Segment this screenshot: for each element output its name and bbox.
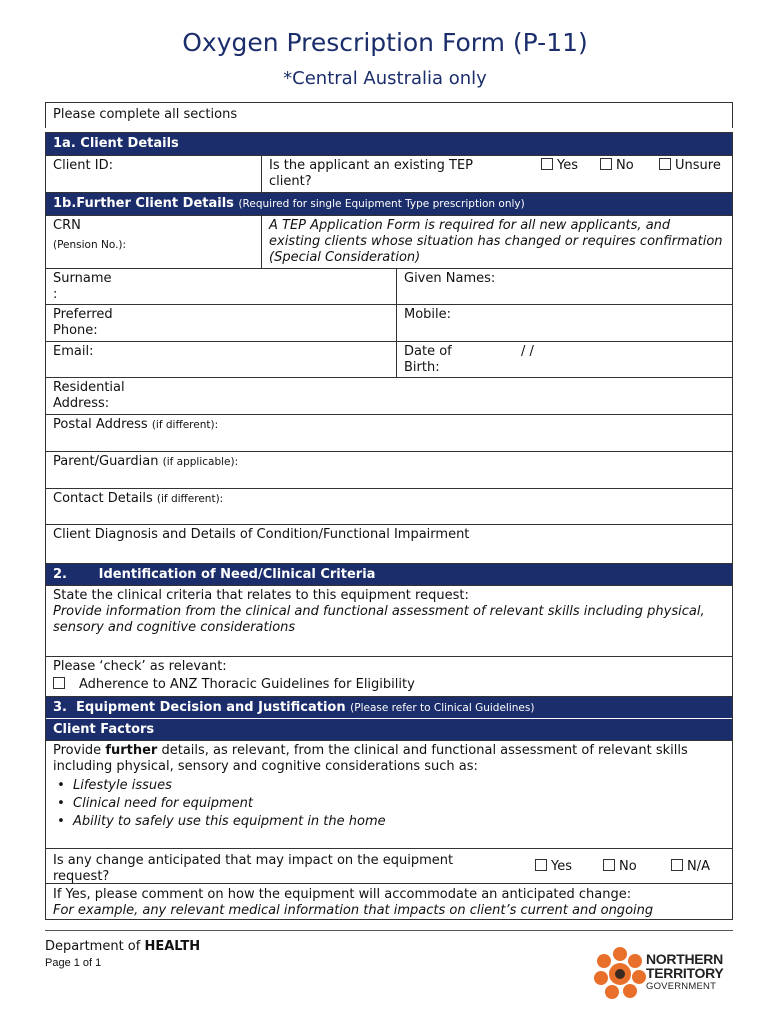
postal-note: (if different): [151,419,219,431]
check-row [45,656,733,696]
surname-colon: : [53,287,58,302]
parent-label: Parent/Guardian [53,454,159,469]
parent-row [45,451,733,488]
provide-further-text [53,743,725,775]
list-item: • Lifestyle issues [53,778,172,793]
postal-row [45,414,733,451]
contact-note: (if different): [156,493,224,505]
residential-row [45,377,733,414]
department-name: HEALTH [144,939,201,954]
preferred-phone-field[interactable]: Preferred Phone: [53,307,113,338]
section-1b-heading-wrap [46,193,732,215]
factor-list [53,777,725,831]
department-prefix: Department of [45,939,145,954]
parent-note: (if applicable): [162,456,239,468]
change-row [45,848,733,883]
section-1b-note: (Required for single Equipment Type prescription only) [238,198,525,210]
surname-label: Surname [53,271,112,286]
tep-unsure-label: Unsure [675,158,721,173]
instructions-row [45,102,733,128]
flower-icon [594,946,646,1000]
surname-field[interactable] [46,269,396,304]
postal-label: Postal Address [53,417,148,432]
department-label [45,939,200,954]
client-id-label[interactable]: Client ID: [53,158,113,173]
provide-bold: further [105,743,158,758]
page-number: Page 1 of 1 [45,957,102,969]
crn-row [45,215,733,268]
residential-address-field[interactable]: Residential Address: [53,380,125,411]
list-item: • Clinical need for equipment [53,796,253,811]
change-question: Is any change anticipated that may impact on the equipment request? [53,853,454,884]
checkbox-icon[interactable] [535,859,547,871]
section-1a-heading: 1a. Client Details [53,136,179,151]
tep-no-option[interactable] [593,156,653,192]
dob-label: Date of Birth: [396,342,466,377]
section-1b-heading: 1b.Further Client Details [53,196,234,211]
provide-post: details, as relevant, from the clinical and functional assessment of relevant skills including physical, sensory and cognitive considerations such as: [53,743,688,774]
crn-note: (Pension No.): [53,239,127,251]
tep-yes-option[interactable] [534,156,594,192]
section-1b-header [45,192,733,215]
check-label: Please ‘check’ as relevant: [53,659,227,674]
change-na-label: N/A [687,859,710,874]
postal-address-field[interactable] [46,415,246,451]
if-yes-label: If Yes, please comment on how the equipment will accommodate an anticipated change: [53,887,632,902]
crn-label: CRN [53,218,81,233]
dob-field[interactable]: / / [521,344,534,359]
form-subtitle: *Central Australia only [283,68,487,89]
footer-divider [45,930,733,931]
checkbox-icon[interactable] [541,158,553,170]
section-3-heading: 3. Equipment Decision and Justification [53,700,346,715]
tep-yes-label: Yes [557,158,578,173]
change-yes-label: Yes [551,859,572,874]
criteria-row [45,585,733,656]
checkbox-icon[interactable] [53,677,65,689]
section-1a-header [45,132,733,155]
criteria-field[interactable] [46,586,732,656]
client-id-row [45,155,733,192]
client-factors-heading: Client Factors [53,722,155,737]
if-yes-row [45,883,733,920]
bullet-text: Ability to safely use this equipment in the home [73,814,386,829]
change-no-option[interactable] [596,849,660,883]
logo-line-3: GOVERNMENT [646,981,717,992]
mobile-field[interactable]: Mobile: [396,305,732,341]
change-na-option[interactable] [664,849,732,883]
tep-unsure-option[interactable] [652,156,732,192]
section-2-heading: 2. Identification of Need/Clinical Criteria [53,567,376,582]
client-factors-field[interactable] [46,741,732,848]
tep-question: Is the applicant an existing TEP client? [261,156,511,192]
change-yes-option[interactable] [528,849,592,883]
tep-no-label: No [616,158,634,173]
checkbox-icon[interactable] [671,859,683,871]
section-3-note: (Please refer to Clinical Guidelines) [350,702,535,714]
logo-line-1: NORTHERN [646,951,723,967]
criteria-label: State the clinical criteria that relates to this equipment request: [53,588,469,603]
if-yes-example: For example, any relevant medical information that impacts on client’s current and ongoing [53,903,654,918]
contact-label: Contact Details [53,491,153,506]
logo-wordmark [646,952,723,994]
section-2-header [45,563,733,585]
bullet-text: Lifestyle issues [73,778,172,793]
contact-row [45,488,733,524]
checkbox-icon[interactable] [659,158,671,170]
form-title: Oxygen Prescription Form (P-11) [182,28,588,57]
if-yes-field[interactable] [46,884,732,919]
given-names-field[interactable]: Given Names: [396,269,732,304]
criteria-note: Provide information from the clinical and functional assessment of relevant skills including physical, sensory and cognitive considerations [53,604,705,635]
diagnosis-row [45,524,733,563]
section-3-heading-wrap [46,697,732,719]
nt-government-logo [594,946,736,1000]
email-field[interactable]: Email: [53,344,94,359]
crn-cell[interactable] [46,216,261,268]
client-factors-row [45,740,733,848]
section-3-header [45,696,733,740]
diagnosis-field[interactable]: Client Diagnosis and Details of Condition/Functional Impairment [53,527,470,542]
list-item: • Ability to safely use this equipment in the home [53,814,386,829]
parent-guardian-field[interactable] [46,452,246,488]
phone-row [45,304,733,341]
check-cell [46,657,732,696]
provide-pre: Provide [53,743,106,758]
anz-guideline-option[interactable] [53,677,725,693]
instructions-text: Please complete all sections [53,107,238,122]
logo-line-2: TERRITORY [646,965,724,981]
surname-row [45,268,733,304]
email-row [45,341,733,377]
contact-details-field[interactable] [46,489,246,524]
checkbox-icon[interactable] [603,859,615,871]
checkbox-icon[interactable] [600,158,612,170]
change-no-label: No [619,859,637,874]
bullet-text: Clinical need for equipment [73,796,253,811]
anz-guideline-label: Adherence to ANZ Thoracic Guidelines for Eligibility [79,677,415,692]
tep-application-note: A TEP Application Form is required for all new applicants, and existing clients whose situation has changed or requires confirmation (Special Consideration) [261,216,732,268]
